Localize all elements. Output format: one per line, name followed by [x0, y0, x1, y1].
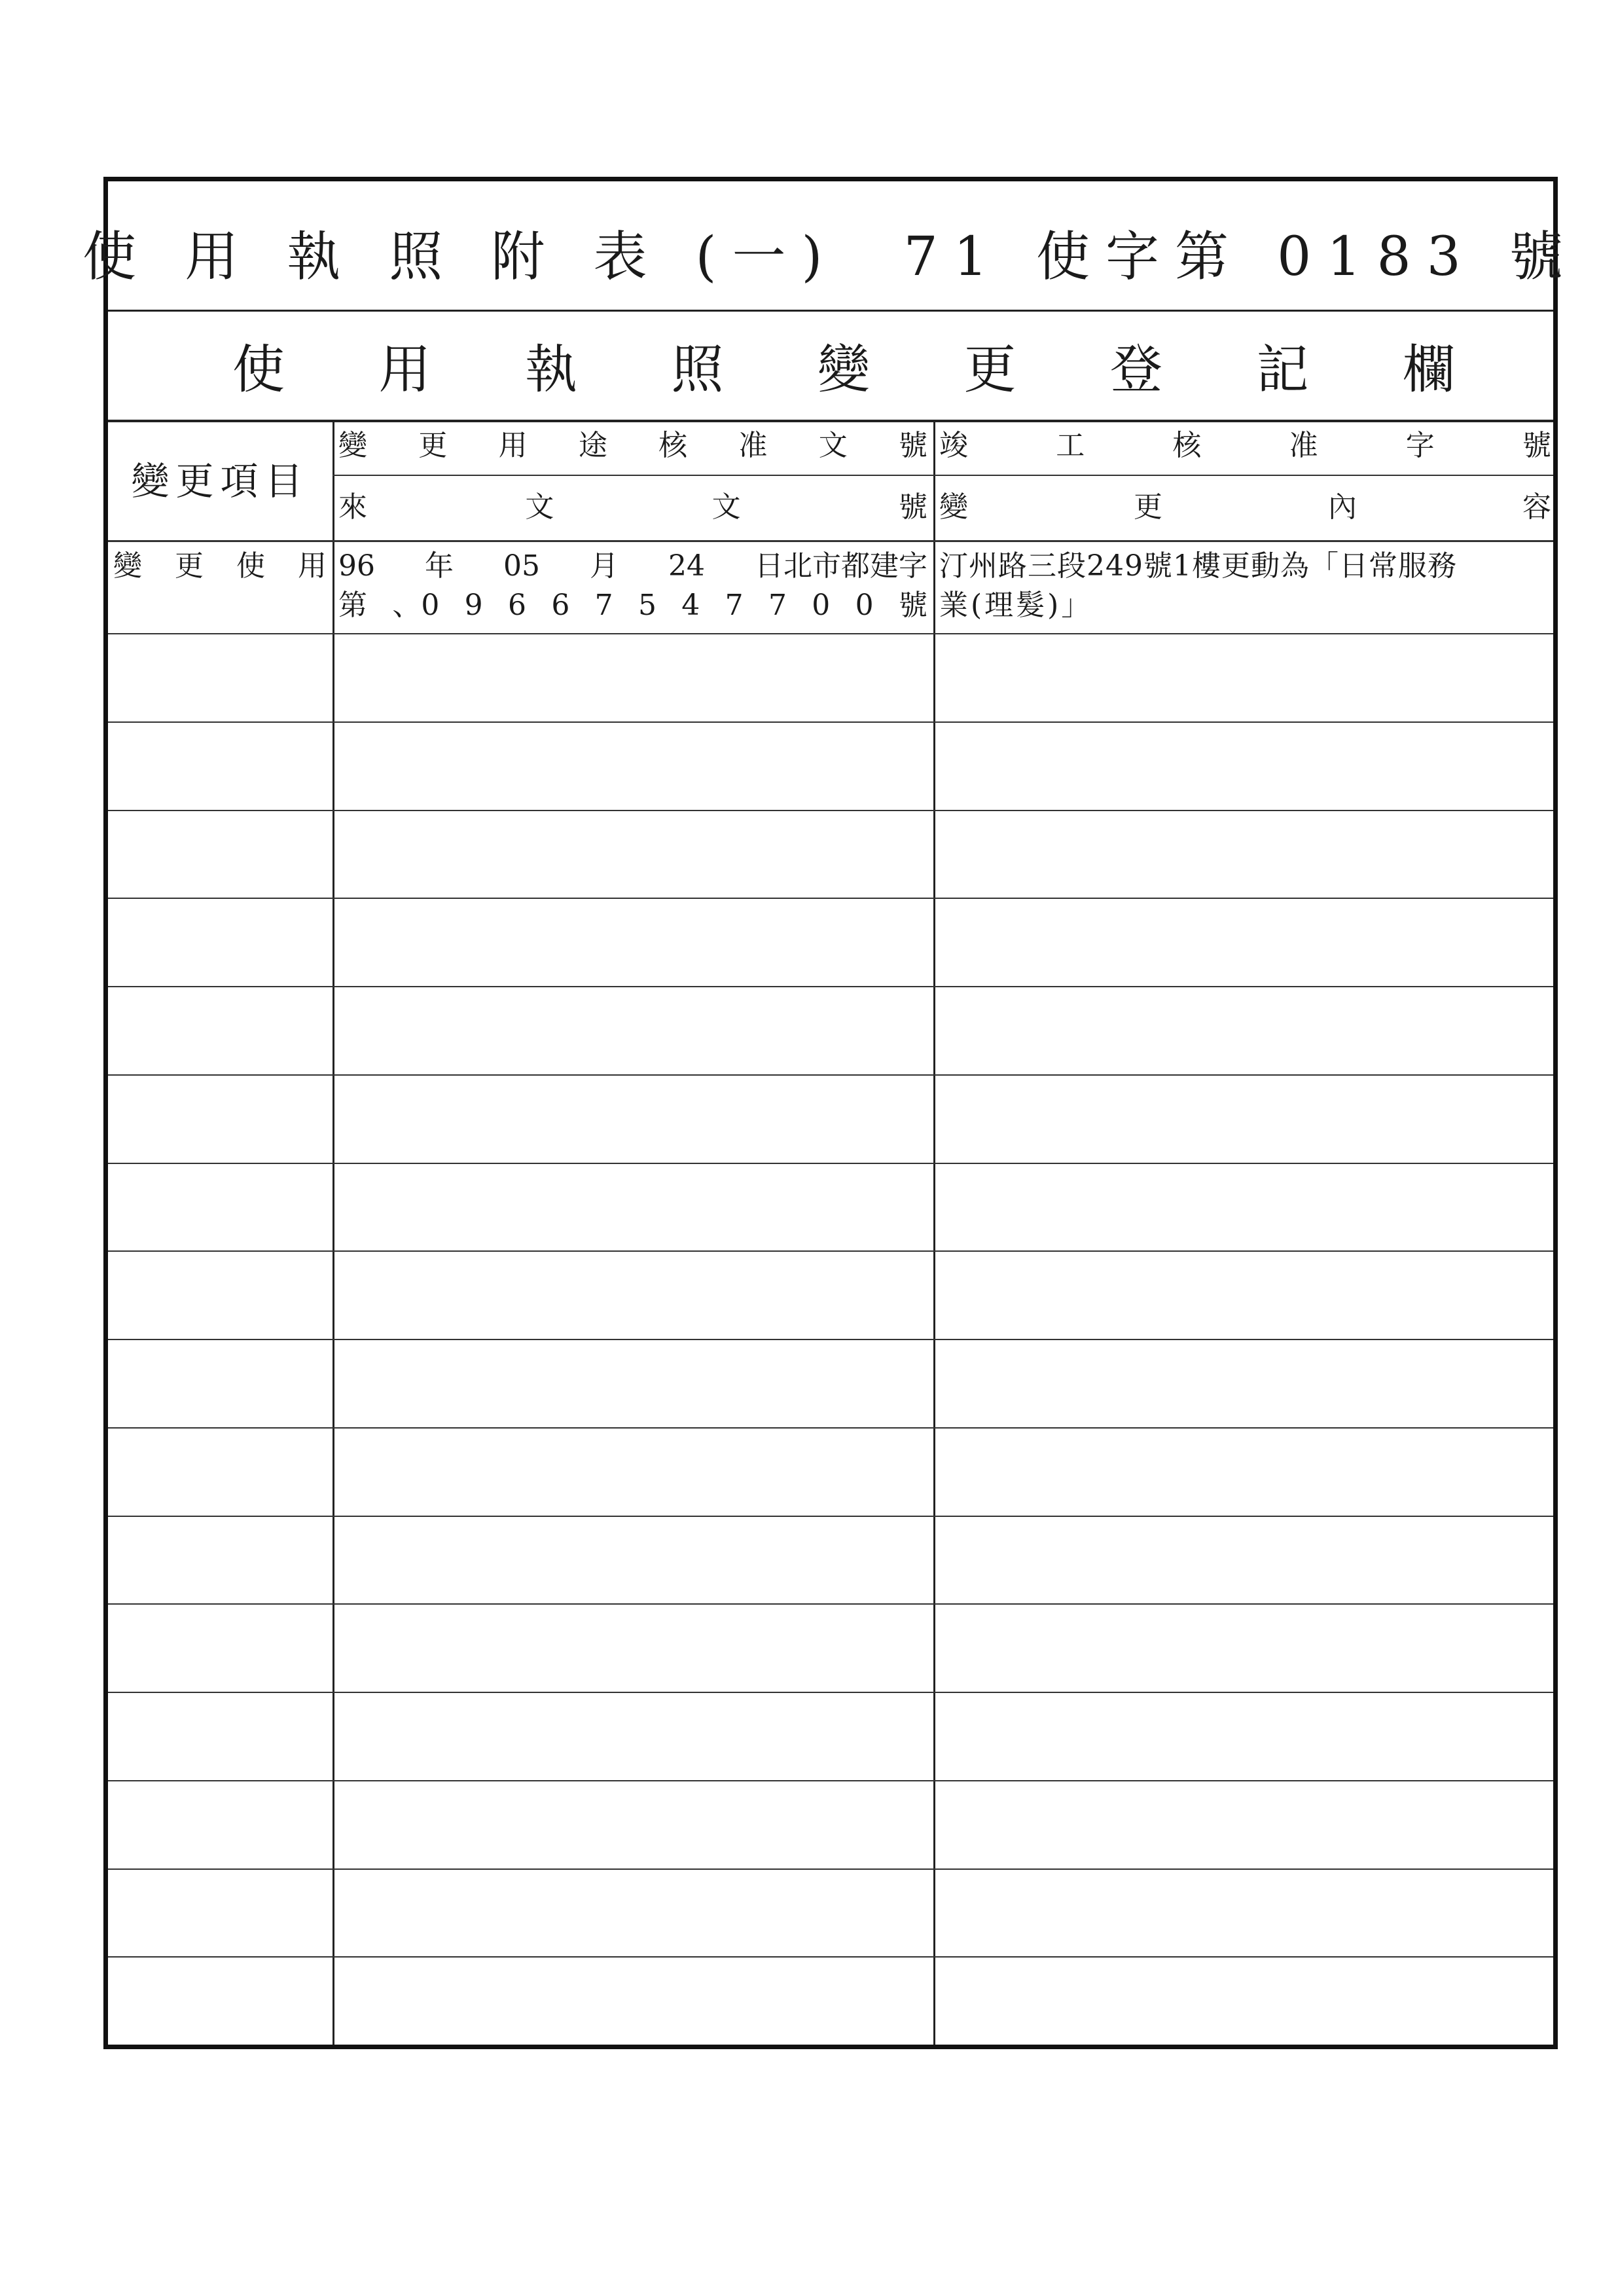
header-char: 工 — [1056, 429, 1085, 462]
doc-char: 6 — [507, 589, 526, 622]
empty-row-line — [108, 1339, 1553, 1340]
doc-char: 96 — [338, 549, 375, 583]
header-change-item: 變更項目 — [131, 459, 310, 503]
empty-row-line — [108, 986, 1553, 987]
empty-row-line — [108, 1956, 1553, 1958]
header-char: 變 — [338, 429, 367, 462]
header-char: 核 — [1172, 429, 1202, 462]
item-char: 使 — [236, 549, 265, 583]
empty-row-line — [108, 1516, 1553, 1517]
empty-row-line — [108, 810, 1553, 811]
row-approval-doc-line2 — [338, 586, 927, 625]
doc-char: 9 — [464, 589, 483, 622]
item-char: 用 — [298, 549, 327, 583]
header-char: 核 — [658, 429, 688, 462]
header-char: 來 — [338, 490, 367, 524]
heading-char: 更 — [963, 338, 1016, 400]
header-incoming-doc-no — [338, 488, 927, 527]
form-title-row — [82, 181, 1579, 312]
doc-char: 0 — [855, 589, 874, 622]
header-char: 准 — [738, 429, 768, 462]
header-char: 文 — [711, 490, 741, 524]
doc-char: 月 — [590, 549, 619, 583]
item-char: 變 — [113, 549, 142, 583]
header-char: 文 — [818, 429, 848, 462]
doc-char: 7 — [594, 589, 613, 622]
doc-char: 7 — [725, 589, 744, 622]
heading-char: 照 — [671, 338, 724, 400]
empty-row-line — [108, 1427, 1553, 1429]
heading-char: 執 — [525, 338, 577, 400]
heading-char: 使 — [232, 338, 285, 400]
doc-char: 5 — [638, 589, 656, 622]
header-char: 准 — [1289, 429, 1318, 462]
header-char: 更 — [1134, 490, 1162, 524]
empty-row-line — [108, 898, 1553, 899]
empty-row-line — [108, 1692, 1553, 1693]
header-approval-doc-no — [338, 426, 927, 465]
doc-char: 05 — [503, 549, 540, 583]
empty-row-line — [108, 1250, 1553, 1252]
heading-char: 記 — [1256, 338, 1309, 400]
empty-row-line — [108, 1163, 1553, 1164]
change-registration-table — [108, 422, 1553, 2045]
header-change-content — [939, 488, 1551, 527]
doc-char: 、0 — [392, 589, 440, 622]
row-change-item — [113, 547, 327, 586]
header-char: 字 — [1405, 429, 1435, 462]
heading-char: 用 — [378, 338, 431, 400]
change-registration-heading — [108, 310, 1553, 422]
empty-row-line — [108, 1603, 1553, 1605]
header-char: 號 — [1522, 429, 1551, 462]
doc-char: 6 — [551, 589, 570, 622]
header-completion-approval-no — [939, 426, 1551, 465]
empty-row-line — [108, 721, 1553, 723]
form-title: 使 用 執 照 附 表 (一) 71 使字第 0183 號 — [82, 225, 1579, 288]
empty-row-line — [108, 1868, 1553, 1870]
header-char: 竣 — [939, 429, 968, 462]
empty-row-line — [108, 1780, 1553, 1781]
header-char: 更 — [418, 429, 448, 462]
header-char: 用 — [498, 429, 528, 462]
header-char: 文 — [525, 490, 554, 524]
doc-char: 號 — [898, 589, 927, 622]
row-change-content-line2: 業(理髮)」 — [939, 589, 1093, 622]
row-bottom-line — [108, 633, 1553, 634]
header-char: 號 — [898, 429, 927, 462]
doc-char: 日北市都建字 — [755, 549, 927, 583]
doc-char: 0 — [812, 589, 831, 622]
doc-char: 4 — [681, 589, 700, 622]
header-char: 號 — [898, 490, 927, 524]
heading-char: 變 — [818, 338, 870, 400]
header-char: 內 — [1328, 490, 1357, 524]
column-divider — [333, 422, 334, 2045]
column-divider — [933, 422, 935, 2045]
doc-char: 第 — [338, 589, 367, 622]
doc-char: 7 — [768, 589, 787, 622]
heading-char: 登 — [1110, 338, 1162, 400]
item-char: 更 — [175, 549, 204, 583]
header-split-line — [333, 475, 1553, 476]
usage-license-appendix-form — [82, 177, 1579, 2049]
row-change-content-line1: 汀州路三段249號1樓更動為「日常服務 — [939, 549, 1457, 583]
header-char: 變 — [939, 490, 968, 524]
doc-char: 24 — [668, 549, 705, 583]
empty-row-line — [108, 1074, 1553, 1076]
header-bottom-line — [108, 540, 1553, 542]
heading-char: 欄 — [1403, 338, 1455, 400]
doc-char: 年 — [425, 549, 454, 583]
header-char: 途 — [578, 429, 607, 462]
header-char: 容 — [1522, 490, 1551, 524]
row-approval-doc-line1 — [338, 547, 927, 586]
